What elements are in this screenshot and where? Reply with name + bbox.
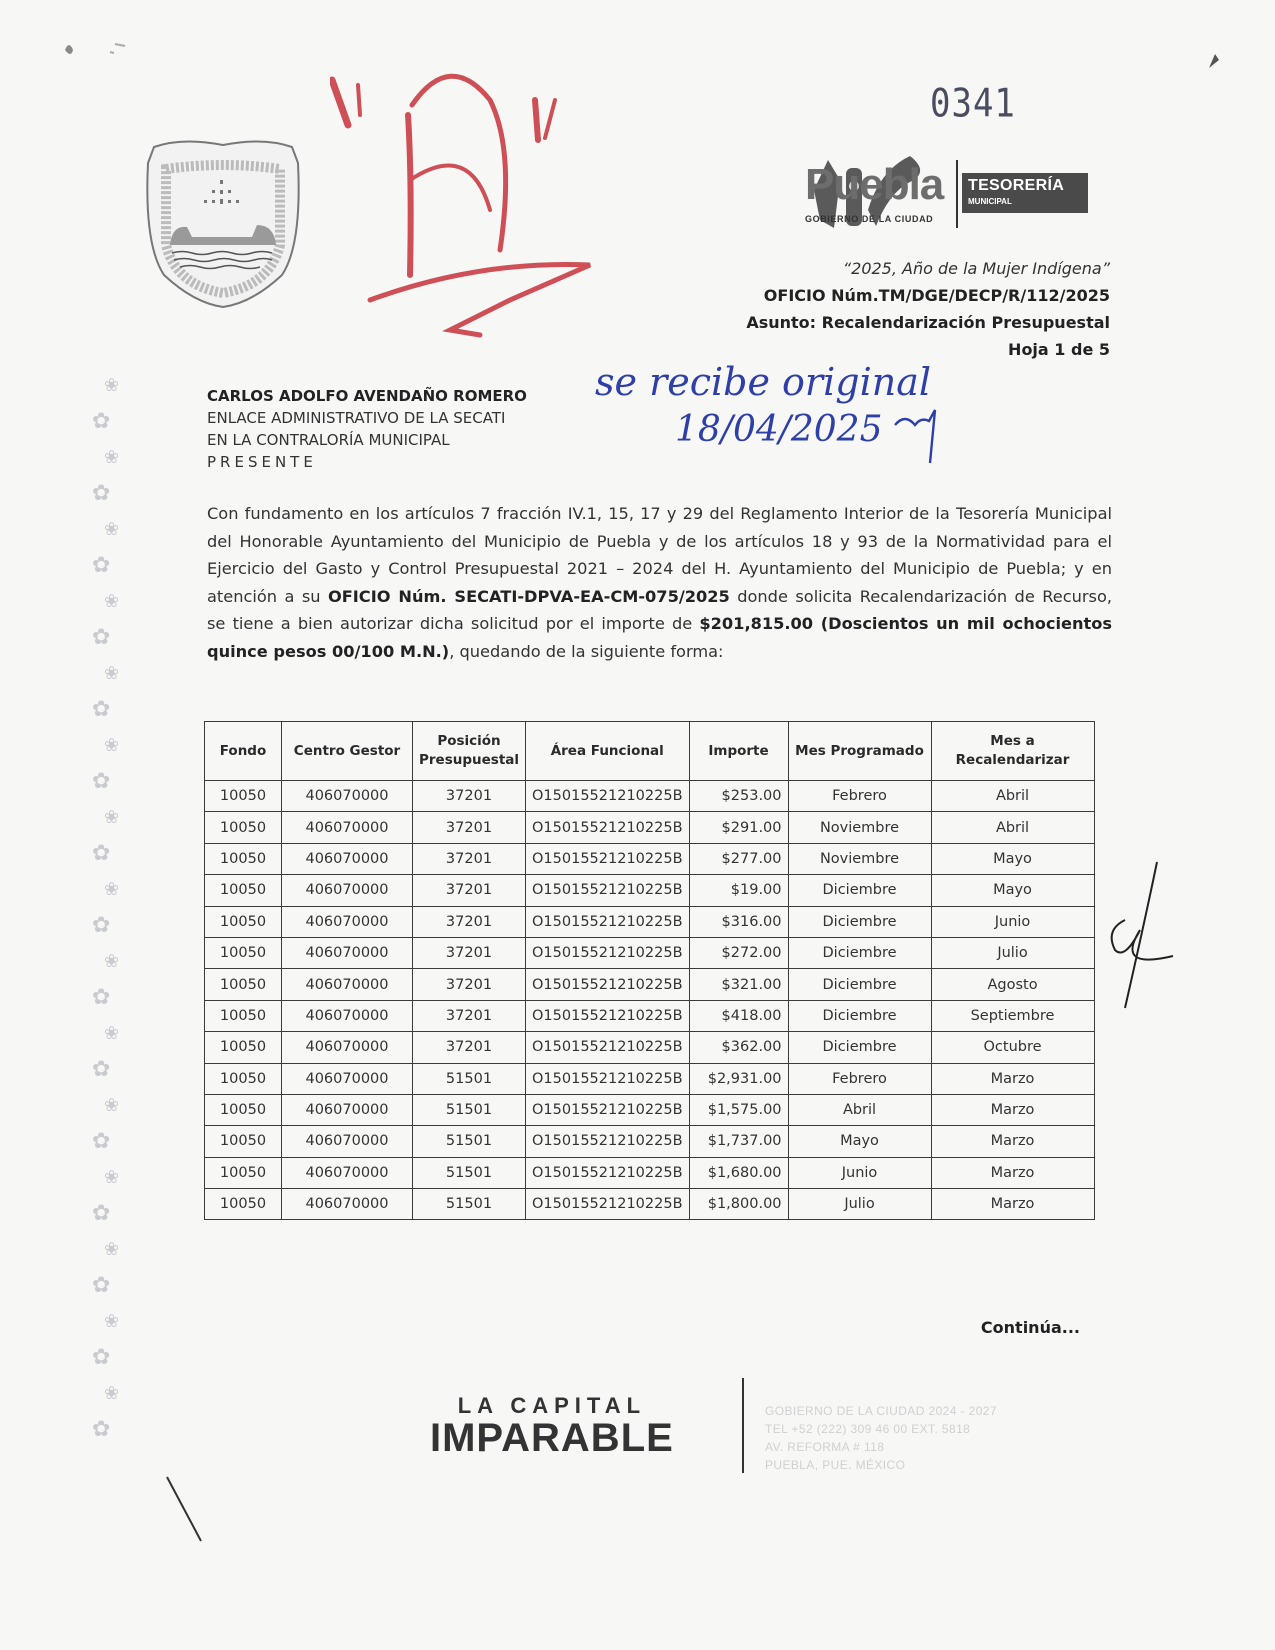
footer-contact-line: TEL +52 (222) 309 46 00 EXT. 5818 <box>765 1422 971 1436</box>
cell-fondo: 10050 <box>205 1189 282 1220</box>
cell-posicion: 37201 <box>413 969 526 1000</box>
logo-puebla-text: Puebla <box>805 160 944 209</box>
cell-mes-recalendarizar: Mayo <box>931 843 1094 874</box>
cell-importe: $2,931.00 <box>689 1063 788 1094</box>
body-text-3: , quedando de la siguiente forma: <box>449 641 724 661</box>
scan-smudge <box>55 30 155 70</box>
subject-line: Asunto: Recalendarización Presupuestal <box>746 313 1110 332</box>
svg-text:se recibe original: se recibe original <box>595 360 932 404</box>
cell-posicion: 37201 <box>413 1032 526 1063</box>
cell-mes-recalendarizar: Abril <box>931 781 1094 812</box>
col-posicion-presupuestal: Posición Presupuestal <box>413 722 526 781</box>
cell-centro-gestor: 406070000 <box>282 1126 413 1157</box>
cell-centro-gestor: 406070000 <box>282 812 413 843</box>
cell-importe: $1,737.00 <box>689 1126 788 1157</box>
cell-importe: $316.00 <box>689 906 788 937</box>
cell-posicion: 51501 <box>413 1126 526 1157</box>
red-handwritten-a-mark <box>330 60 630 350</box>
cell-fondo: 10050 <box>205 843 282 874</box>
cell-centro-gestor: 406070000 <box>282 843 413 874</box>
stray-pen-mark <box>165 1475 205 1545</box>
cell-area-funcional: O15015521210225B <box>526 843 690 874</box>
body-text-1: Con fundamento en los artículos 7 fracción IV.1, 15, 17 y 29 del Reglamento Interior de la Tesorería Municipal del Honorable Ayuntamiento del Municipio de Puebla y de los artículos 18 y 93 de la Normatividad para el Ejercicio del Gasto y Control Presupuestal 2021 – 2024 del H. Ayuntamiento del Municipio de Puebla; y en atención a su <box>207 504 1112 606</box>
logo-subtitle: GOBIERNO DE LA CIUDAD <box>805 214 934 224</box>
cell-posicion: 51501 <box>413 1189 526 1220</box>
col-centro-gestor: Centro Gestor <box>282 722 413 781</box>
tesoreria-sub-label: MUNICIPAL <box>968 197 1012 206</box>
table-row <box>205 969 1095 1000</box>
cell-area-funcional: O15015521210225B <box>526 1157 690 1188</box>
cell-mes-programado: Diciembre <box>788 1000 931 1031</box>
table-row <box>205 906 1095 937</box>
cell-mes-recalendarizar: Mayo <box>931 875 1094 906</box>
cell-mes-programado: Mayo <box>788 1126 931 1157</box>
cell-fondo: 10050 <box>205 1063 282 1094</box>
table-row <box>205 1094 1095 1125</box>
salutation: PRESENTE <box>207 453 317 471</box>
document-header <box>746 255 1110 363</box>
cell-importe: $19.00 <box>689 875 788 906</box>
cell-fondo: 10050 <box>205 875 282 906</box>
cell-mes-programado: Julio <box>788 1189 931 1220</box>
cell-centro-gestor: 406070000 <box>282 1094 413 1125</box>
table-row <box>205 1189 1095 1220</box>
handwritten-reception-note <box>595 355 1015 465</box>
cell-centro-gestor: 406070000 <box>282 781 413 812</box>
cell-posicion: 37201 <box>413 937 526 968</box>
cell-mes-programado: Abril <box>788 1094 931 1125</box>
svg-text:18/04/2025: 18/04/2025 <box>675 409 883 450</box>
addressee-block <box>207 385 527 473</box>
cell-mes-programado: Diciembre <box>788 875 931 906</box>
coat-of-arms-seal-icon <box>142 135 304 310</box>
cell-fondo: 10050 <box>205 1000 282 1031</box>
cell-mes-recalendarizar: Marzo <box>931 1063 1094 1094</box>
footer-brand-line2: IMPARABLE <box>430 1416 674 1460</box>
cell-posicion: 51501 <box>413 1157 526 1188</box>
table-row <box>205 1157 1095 1188</box>
cell-mes-programado: Febrero <box>788 1063 931 1094</box>
handwritten-signature <box>1085 860 1175 1010</box>
cell-posicion: 37201 <box>413 812 526 843</box>
body-paragraph <box>207 500 1112 665</box>
cell-centro-gestor: 406070000 <box>282 906 413 937</box>
cell-centro-gestor: 406070000 <box>282 1189 413 1220</box>
cell-importe: $272.00 <box>689 937 788 968</box>
footer-brand-line1: LA CAPITAL <box>457 1393 647 1418</box>
table-row <box>205 1032 1095 1063</box>
cell-mes-programado: Diciembre <box>788 937 931 968</box>
cell-area-funcional: O15015521210225B <box>526 1189 690 1220</box>
footer-contact-line: GOBIERNO DE LA CIUDAD 2024 - 2027 <box>765 1404 997 1418</box>
cell-area-funcional: O15015521210225B <box>526 1000 690 1031</box>
col-fondo: Fondo <box>205 722 282 781</box>
cell-area-funcional: O15015521210225B <box>526 1094 690 1125</box>
cell-mes-programado: Noviembre <box>788 843 931 874</box>
cell-mes-programado: Diciembre <box>788 906 931 937</box>
footer-contact-line: AV. REFORMA # 118 <box>765 1440 885 1454</box>
scan-corner-mark <box>1207 50 1221 70</box>
col-mes-recalendarizar: Mes a Recalendarizar <box>931 722 1094 781</box>
footer-divider <box>742 1378 744 1473</box>
col-mes-programado: Mes Programado <box>788 722 931 781</box>
cell-area-funcional: O15015521210225B <box>526 937 690 968</box>
cell-centro-gestor: 406070000 <box>282 875 413 906</box>
cell-mes-recalendarizar: Marzo <box>931 1157 1094 1188</box>
cell-fondo: 10050 <box>205 781 282 812</box>
cell-mes-recalendarizar: Agosto <box>931 969 1094 1000</box>
stamp-number: 0341 <box>930 81 1016 127</box>
cell-centro-gestor: 406070000 <box>282 1000 413 1031</box>
cell-centro-gestor: 406070000 <box>282 1157 413 1188</box>
cell-mes-recalendarizar: Septiembre <box>931 1000 1094 1031</box>
continues-label: Continúa... <box>980 1318 1080 1337</box>
cell-mes-recalendarizar: Abril <box>931 812 1094 843</box>
table-row <box>205 781 1095 812</box>
cell-area-funcional: O15015521210225B <box>526 812 690 843</box>
table-row <box>205 1063 1095 1094</box>
cell-area-funcional: O15015521210225B <box>526 1126 690 1157</box>
left-decorative-border: ❀ ✿ ❀ ✿ ❀ ✿ ❀ ✿ ❀ ✿ ❀ ✿ ❀ ✿ ❀ ✿ ❀ ✿ ❀ ✿ ❀ ✿ ❀ ✿ ❀ ✿ ❀ ✿ ❀ ✿ <box>92 375 120 1442</box>
cell-importe: $418.00 <box>689 1000 788 1031</box>
cell-posicion: 37201 <box>413 875 526 906</box>
cell-fondo: 10050 <box>205 937 282 968</box>
oficio-number: OFICIO Núm.TM/DGE/DECP/R/112/2025 <box>763 286 1110 305</box>
cell-fondo: 10050 <box>205 1126 282 1157</box>
cell-posicion: 37201 <box>413 906 526 937</box>
addressee-title-1: ENLACE ADMINISTRATIVO DE LA SECATI <box>207 409 506 427</box>
cell-fondo: 10050 <box>205 1032 282 1063</box>
cell-mes-recalendarizar: Julio <box>931 937 1094 968</box>
cell-posicion: 51501 <box>413 1094 526 1125</box>
cell-centro-gestor: 406070000 <box>282 1032 413 1063</box>
table-row <box>205 875 1095 906</box>
footer-contact-line: PUEBLA, PUE. MÉXICO <box>765 1458 906 1472</box>
authorized-amount: $201,815.00 (Doscientos un mil ochocientos quince pesos 00/100 M.N.) <box>207 614 1112 661</box>
cell-mes-programado: Diciembre <box>788 969 931 1000</box>
cell-mes-programado: Diciembre <box>788 1032 931 1063</box>
footer-contact <box>765 1402 997 1474</box>
cell-fondo: 10050 <box>205 906 282 937</box>
body-text-2: donde solicita Recalendarización de Recurso, se tiene a bien autorizar dicha solicitud por el importe de <box>207 586 1112 633</box>
tesoreria-badge <box>962 173 1088 213</box>
cell-importe: $277.00 <box>689 843 788 874</box>
cell-importe: $1,800.00 <box>689 1189 788 1220</box>
table-row <box>205 1126 1095 1157</box>
footer-brand-logo <box>430 1393 674 1460</box>
recalendarization-table <box>204 721 1095 1220</box>
addressee-name: CARLOS ADOLFO AVENDAÑO ROMERO <box>207 387 527 405</box>
cell-mes-recalendarizar: Marzo <box>931 1126 1094 1157</box>
cell-mes-recalendarizar: Marzo <box>931 1189 1094 1220</box>
cell-fondo: 10050 <box>205 812 282 843</box>
cell-mes-programado: Noviembre <box>788 812 931 843</box>
cell-posicion: 37201 <box>413 843 526 874</box>
cell-importe: $362.00 <box>689 1032 788 1063</box>
cell-posicion: 51501 <box>413 1063 526 1094</box>
table-header-row <box>205 722 1095 781</box>
table-row <box>205 937 1095 968</box>
cell-importe: $1,575.00 <box>689 1094 788 1125</box>
table-row <box>205 812 1095 843</box>
col-area-funcional: Área Funcional <box>526 722 690 781</box>
col-importe: Importe <box>689 722 788 781</box>
cell-importe: $291.00 <box>689 812 788 843</box>
table-row <box>205 843 1095 874</box>
cell-centro-gestor: 406070000 <box>282 969 413 1000</box>
cell-mes-recalendarizar: Junio <box>931 906 1094 937</box>
cell-mes-programado: Febrero <box>788 781 931 812</box>
cell-mes-recalendarizar: Marzo <box>931 1094 1094 1125</box>
cell-area-funcional: O15015521210225B <box>526 1063 690 1094</box>
cell-centro-gestor: 406070000 <box>282 937 413 968</box>
cell-importe: $253.00 <box>689 781 788 812</box>
logo-divider <box>956 160 958 228</box>
cell-fondo: 10050 <box>205 1094 282 1125</box>
cell-mes-recalendarizar: Octubre <box>931 1032 1094 1063</box>
cell-area-funcional: O15015521210225B <box>526 1032 690 1063</box>
cell-area-funcional: O15015521210225B <box>526 906 690 937</box>
cell-area-funcional: O15015521210225B <box>526 781 690 812</box>
cell-posicion: 37201 <box>413 781 526 812</box>
cell-posicion: 37201 <box>413 1000 526 1031</box>
tesoreria-label: TESORERÍA <box>968 177 1065 194</box>
oficio-reference: OFICIO Núm. SECATI-DPVA-EA-CM-075/2025 <box>327 586 730 606</box>
table-row <box>205 1000 1095 1031</box>
cell-importe: $321.00 <box>689 969 788 1000</box>
addressee-title-2: EN LA CONTRALORÍA MUNICIPAL <box>207 431 450 449</box>
cell-area-funcional: O15015521210225B <box>526 969 690 1000</box>
cell-centro-gestor: 406070000 <box>282 1063 413 1094</box>
cell-mes-programado: Junio <box>788 1157 931 1188</box>
cell-importe: $1,680.00 <box>689 1157 788 1188</box>
page-indicator: Hoja 1 de 5 <box>1008 340 1110 359</box>
cell-fondo: 10050 <box>205 969 282 1000</box>
cell-fondo: 10050 <box>205 1157 282 1188</box>
year-motto: “2025, Año de la Mujer Indígena” <box>842 259 1110 278</box>
cell-area-funcional: O15015521210225B <box>526 875 690 906</box>
